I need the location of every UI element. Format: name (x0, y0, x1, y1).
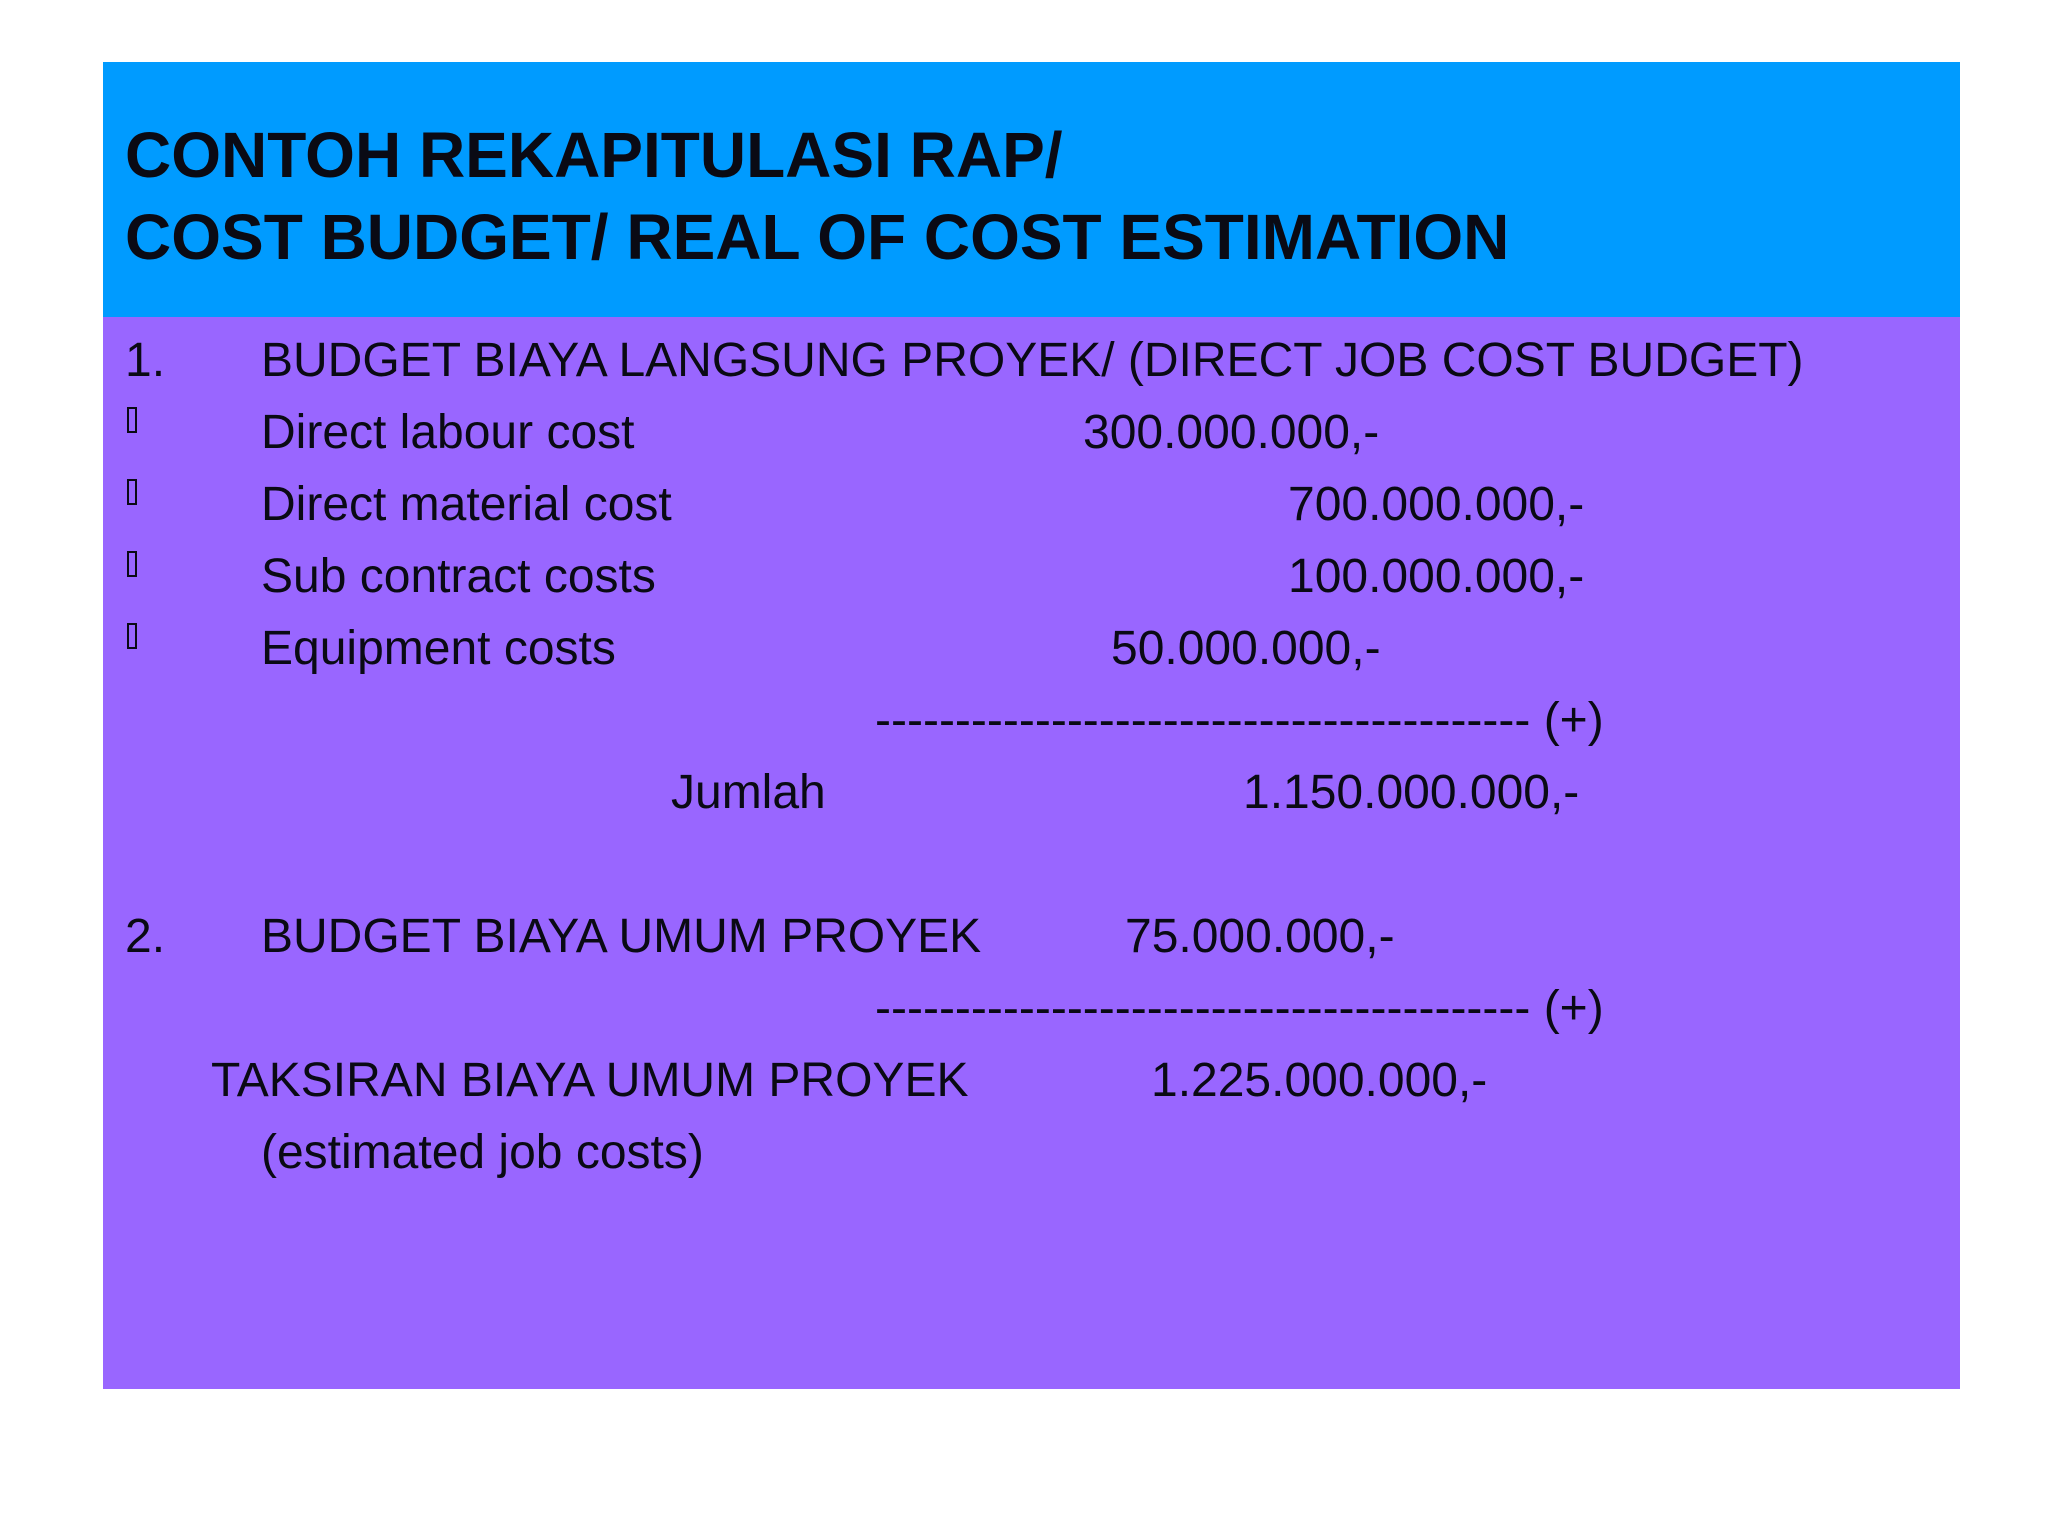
item-value-direct-labour: 300.000.000,- (1083, 406, 1380, 459)
item-label-direct-labour: Direct labour cost (261, 406, 635, 459)
item-value-sub-contract: 100.000.000,- (1288, 550, 1585, 603)
item-label-equipment: Equipment costs (261, 622, 616, 675)
title-line-2: COST BUDGET/ REAL OF COST ESTIMATION (125, 201, 1510, 273)
item-value-equipment: 50.000.000,- (1111, 622, 1381, 675)
section-2-value: 75.000.000,- (1125, 910, 1395, 963)
total-label: Jumlah (671, 766, 826, 819)
section-1-heading: BUDGET BIAYA LANGSUNG PROYEK/ (DIRECT JOB COST BUDGET) (261, 334, 1804, 387)
bullet-icon (127, 623, 137, 649)
section-2-heading: BUDGET BIAYA UMUM PROYEK (261, 910, 982, 963)
estimate-value: 1.225.000.000,- (1151, 1054, 1488, 1107)
estimate-note: (estimated job costs) (261, 1126, 704, 1179)
section-1-number: 1. (125, 334, 166, 387)
item-label-sub-contract: Sub contract costs (261, 550, 656, 603)
bullet-icon (127, 479, 137, 505)
section-2-number: 2. (125, 910, 166, 963)
bullet-icon (127, 407, 137, 433)
title-line-1: CONTOH REKAPITULASI RAP/ (125, 119, 1063, 191)
content-area (103, 317, 1960, 1389)
sum-separator-2: ----------------------------------------- (+) (875, 982, 1604, 1035)
slide-title (125, 114, 1509, 278)
title-banner (103, 62, 1960, 317)
total-value: 1.150.000.000,- (1243, 766, 1580, 819)
item-label-direct-material: Direct material cost (261, 478, 672, 531)
sum-separator-1: ----------------------------------------- (+) (875, 694, 1604, 747)
bullet-icon (127, 551, 137, 577)
item-value-direct-material: 700.000.000,- (1288, 478, 1585, 531)
estimate-label: TAKSIRAN BIAYA UMUM PROYEK (211, 1054, 969, 1107)
